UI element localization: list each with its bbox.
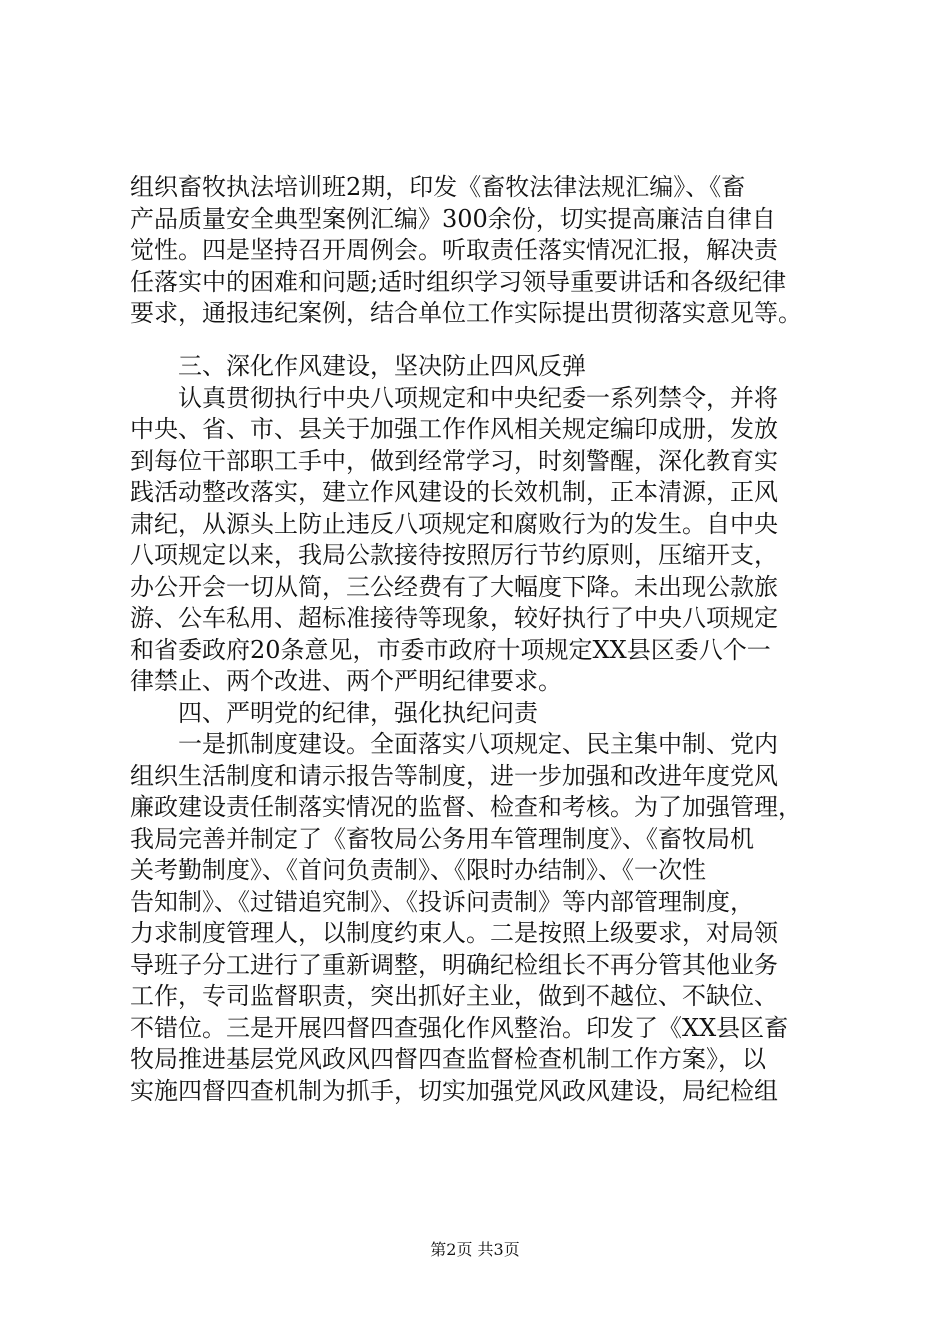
paragraph-line: 牧局推进基层党风政风四督四查监督检查机制工作方案》，以 <box>130 1045 766 1073</box>
paragraph-line: 任落实中的困难和问题;适时组织学习领导重要讲话和各级纪律 <box>130 268 787 296</box>
paragraph-line: 八项规定以来，我局公款接待按照厉行节约原则，压缩开支， <box>130 541 778 569</box>
paragraph-line: 组织生活制度和请示报告等制度，进一步加强和改进年度党风 <box>130 762 778 790</box>
paragraph-line: 告知制》、《过错追究制》、《投诉问责制》等内部管理制度， <box>130 888 754 916</box>
paragraph-line: 实施四督四查机制为抓手，切实加强党风政风建设，局纪检组 <box>130 1077 778 1105</box>
paragraph-line: 组织畜牧执法培训班2期，印发《畜牧法律法规汇编》、《畜 <box>130 173 746 201</box>
paragraph-line: 认真贯彻执行中央八项规定和中央纪委一系列禁令，并将 <box>178 384 778 412</box>
page-number-footer: 第2页 共3页 <box>430 1240 520 1259</box>
paragraph-line: 产品质量安全典型案例汇编》300余份，切实提高廉洁自律自 <box>130 205 776 233</box>
section-heading-3: 三、深化作风建设，坚决防止四风反弹 <box>178 352 586 380</box>
paragraph-line: 游、公车私用、超标准接待等现象，较好执行了中央八项规定 <box>130 604 778 632</box>
section-heading-4: 四、严明党的纪律，强化执纪问责 <box>178 699 538 727</box>
paragraph-line: 要求，通报违纪案例，结合单位工作实际提出贯彻落实意见等。 <box>130 299 802 327</box>
paragraph-line: 导班子分工进行了重新调整，明确纪检组长不再分管其他业务 <box>130 951 778 979</box>
paragraph-line: 我局完善并制定了《畜牧局公务用车管理制度》、《畜牧局机 <box>130 825 754 853</box>
paragraph-line: 关考勤制度》、《首问负责制》、《限时办结制》、《一次性 <box>130 856 706 884</box>
paragraph-line: 廉政建设责任制落实情况的监督、检查和考核。为了加强管理， <box>130 793 802 821</box>
paragraph-line: 不错位。三是开展四督四查强化作风整治。印发了《XX县区畜 <box>130 1014 789 1042</box>
paragraph-line: 和省委政府20条意见，市委市政府十项规定XX县区委八个一 <box>130 636 771 664</box>
paragraph-line: 律禁止、两个改进、两个严明纪律要求。 <box>130 667 562 695</box>
paragraph-line: 践活动整改落实，建立作风建设的长效机制，正本清源，正风 <box>130 478 778 506</box>
paragraph-line: 办公开会一切从简，三公经费有了大幅度下降。未出现公款旅 <box>130 573 778 601</box>
paragraph-line: 中央、省、市、县关于加强工作作风相关规定编印成册，发放 <box>130 415 778 443</box>
paragraph-line: 力求制度管理人，以制度约束人。二是按照上级要求，对局领 <box>130 919 778 947</box>
paragraph-line: 觉性。四是坚持召开周例会。听取责任落实情况汇报，解决责 <box>130 236 778 264</box>
paragraph-line: 一是抓制度建设。全面落实八项规定、民主集中制、党内 <box>178 730 778 758</box>
paragraph-line: 肃纪，从源头上防止违反八项规定和腐败行为的发生。自中央 <box>130 510 778 538</box>
paragraph-line: 到每位干部职工手中，做到经常学习，时刻警醒，深化教育实 <box>130 447 778 475</box>
paragraph-line: 工作，专司监督职责，突出抓好主业，做到不越位、不缺位、 <box>130 982 778 1010</box>
